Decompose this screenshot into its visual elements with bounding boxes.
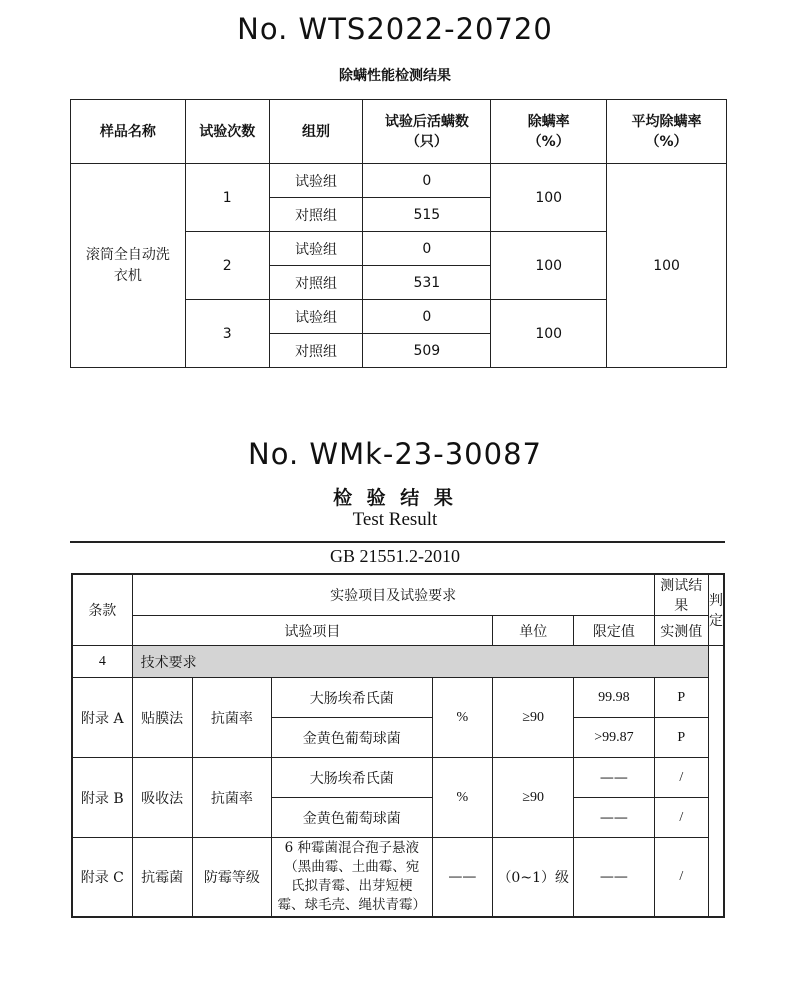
method-cell: 吸收法 [132,758,192,838]
clause-cell: 附录 C [72,838,132,917]
standard-code: GB 21551.2-2010 [330,546,460,566]
judgement-cell: P [654,718,708,758]
table-header-row [72,616,724,646]
report-title: 检 验 结 果 [333,487,457,509]
header-items-requirements: 实验项目及试验要求 [132,574,654,616]
table-row [71,164,727,198]
removal-rate: 100 [491,232,607,300]
group-label: 试验组 [269,232,363,266]
trial-number: 1 [185,164,269,232]
header-test-result: 测试结果 [654,574,708,616]
group-label: 试验组 [269,300,363,334]
header-measured: 实测值 [654,616,708,646]
mite-removal-table [70,99,727,368]
mite-count: 0 [363,232,491,266]
clause-cell: 附录 A [72,678,132,758]
report-number: No. WTS2022-20720 [237,12,553,46]
table-row [72,838,724,917]
section-label: 技术要求 [132,646,708,678]
limit-cell: ≥90 [493,678,574,758]
section-row [72,646,724,678]
clause-cell: 附录 B [72,758,132,838]
organism-description: 6 种霉菌混合孢子悬液 （黑曲霉、土曲霉、宛 氏拟青霉、出芽短梗 霉、球毛壳、绳状青霉） [272,838,432,917]
header-clause: 条款 [72,574,132,646]
organism-cell: 大肠埃希氏菌 [272,758,432,798]
mite-count: 531 [363,266,491,300]
limit-cell: （0~1）级 [493,838,574,917]
judgement-cell: / [654,798,708,838]
header-sample-name: 样品名称 [71,100,186,164]
unit-cell: —— [432,838,493,917]
table-row [72,758,724,798]
mite-count: 515 [363,198,491,232]
header-judgement: 判定 [709,574,725,646]
header-live-mites: 试验后活螨数 （只） [363,100,491,164]
group-label: 对照组 [269,266,363,300]
removal-rate: 100 [491,164,607,232]
removal-rate: 100 [491,300,607,368]
indicator-cell: 防霉等级 [192,838,271,917]
group-label: 对照组 [269,334,363,368]
mite-count: 509 [363,334,491,368]
measured-cell: >99.87 [574,718,654,758]
average-removal-rate: 100 [607,164,727,368]
indicator-cell: 抗菌率 [192,758,271,838]
judgement-cell: / [654,758,708,798]
group-label: 对照组 [269,198,363,232]
header-removal-rate: 除螨率 （%） [491,100,607,164]
organism-cell: 金黄色葡萄球菌 [272,718,432,758]
measured-cell: —— [574,798,654,838]
organism-cell: 大肠埃希氏菌 [272,678,432,718]
test-result-table [71,573,725,918]
judgement-cell: / [654,838,708,917]
header-group: 组别 [269,100,363,164]
limit-cell: ≥90 [493,758,574,838]
trial-number: 2 [185,232,269,300]
divider [70,541,725,543]
header-limit: 限定值 [574,616,654,646]
measured-cell: 99.98 [574,678,654,718]
table-header-row [72,574,724,616]
organism-cell: 金黄色葡萄球菌 [272,798,432,838]
table-header-row [71,100,727,164]
mite-count: 0 [363,164,491,198]
table-row [72,678,724,718]
report-number: No. WMk-23-30087 [248,437,542,471]
indicator-cell: 抗菌率 [192,678,271,758]
unit-cell: % [432,678,493,758]
unit-cell: % [432,758,493,838]
trial-number: 3 [185,300,269,368]
sample-name-cell: 滚筒全自动洗 衣机 [71,164,186,368]
header-test-item: 试验项目 [132,616,493,646]
judgement-cell: P [654,678,708,718]
report-subtitle: Test Result [352,509,438,530]
measured-cell: —— [574,838,654,917]
header-avg-removal-rate: 平均除螨率 （%） [607,100,727,164]
method-cell: 抗霉菌 [132,838,192,917]
mite-count: 0 [363,300,491,334]
group-label: 试验组 [269,164,363,198]
measured-cell: —— [574,758,654,798]
header-trial-count: 试验次数 [185,100,269,164]
header-unit: 单位 [493,616,574,646]
table-caption: 除螨性能检测结果 [339,68,451,84]
method-cell: 贴膜法 [132,678,192,758]
section-clause: 4 [72,646,132,678]
